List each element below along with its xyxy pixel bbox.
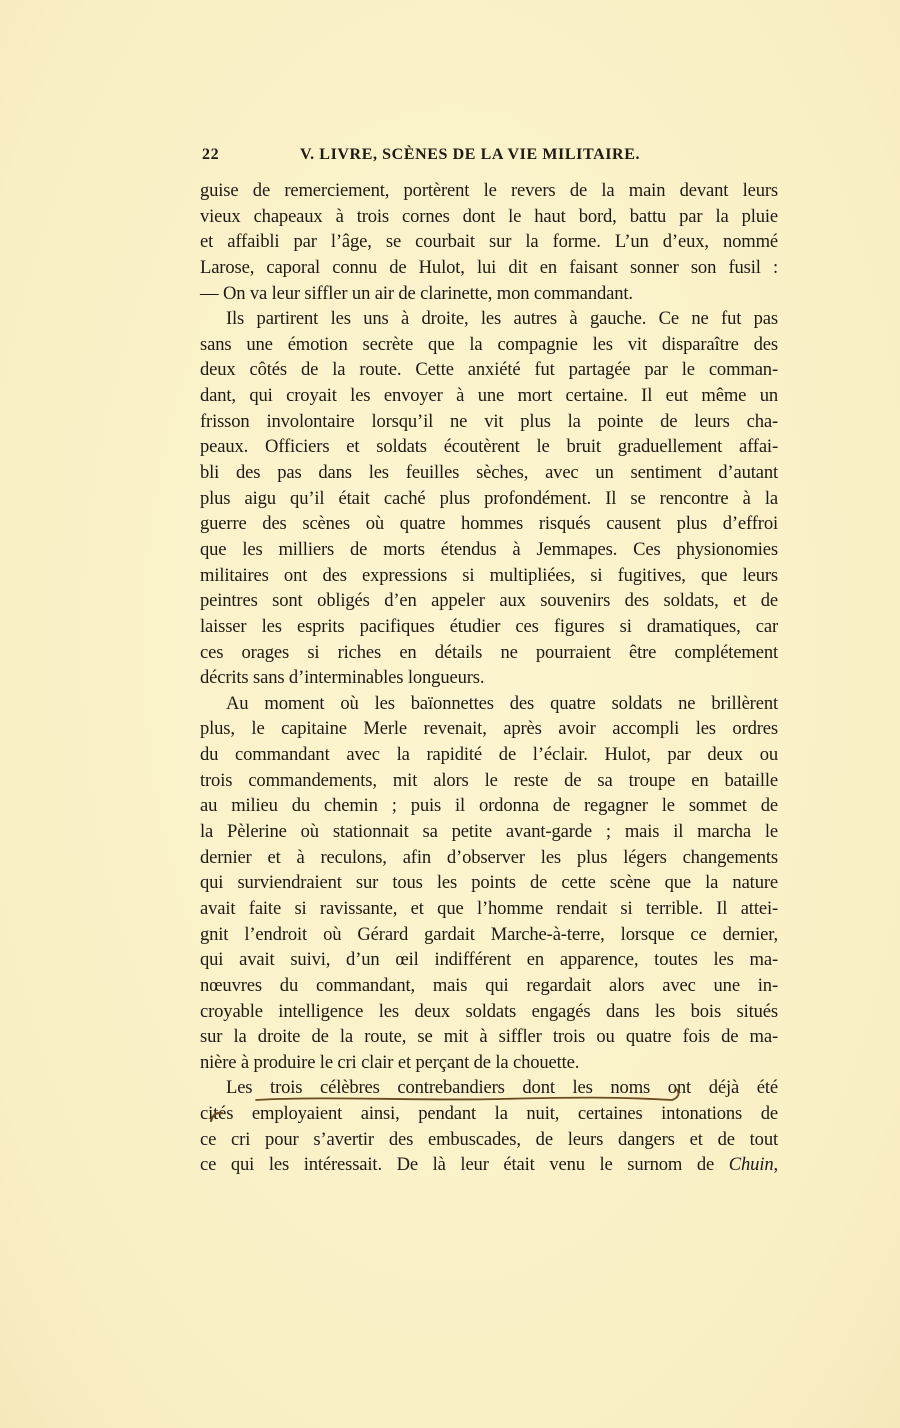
line-text: militaires ont des expressions si multipliées, si fugitives, que leurs bbox=[200, 564, 778, 586]
text-line bbox=[200, 1075, 778, 1101]
body-text bbox=[200, 178, 778, 1178]
text-line bbox=[200, 434, 778, 460]
line-text: nœuvres du commandant, mais qui regardait alors avec une in- bbox=[200, 974, 778, 996]
line-text: Les trois célèbres contrebandiers dont les noms ont déjà été bbox=[226, 1077, 778, 1099]
text-line bbox=[200, 973, 778, 999]
line-text: ces orages si riches en détails ne pourraient être complétement bbox=[200, 641, 778, 663]
text-line bbox=[200, 332, 778, 358]
line-text: dant, qui croyait les envoyer à une mort certaine. Il eut même un bbox=[200, 385, 778, 407]
text-line bbox=[200, 357, 778, 383]
text-line bbox=[200, 947, 778, 973]
page-number: 22 bbox=[202, 146, 220, 163]
line-text: dernier et à reculons, afin d’observer les plus légers changements bbox=[200, 846, 778, 868]
line-text: guise de remerciement, portèrent le revers de la main devant leurs bbox=[200, 180, 778, 201]
text-line bbox=[200, 614, 778, 640]
text-line bbox=[200, 588, 778, 614]
line-text: peintres sont obligés d’en appeler aux souvenirs des soldats, et de bbox=[200, 590, 778, 612]
line-text: ce qui les intéressait. De là leur était venu le surnom de bbox=[200, 1154, 729, 1176]
line-text: sans une émotion secrète que la compagnie les vit disparaître des bbox=[200, 333, 778, 355]
line-text: sur la droite de la route, se mit à siffler trois ou quatre fois de ma- bbox=[200, 1026, 778, 1048]
text-line bbox=[200, 1050, 778, 1076]
italic-word: Chuin bbox=[728, 1154, 774, 1176]
text-line bbox=[200, 922, 778, 948]
text-line bbox=[200, 178, 778, 204]
text-line bbox=[200, 1152, 778, 1178]
running-title: V. LIVRE, SCÈNES DE LA VIE MILITAIRE. bbox=[300, 146, 641, 163]
line-text: guerre des scènes où quatre hommes risqués causent plus d’effroi bbox=[200, 513, 778, 535]
text-line bbox=[200, 229, 778, 255]
text-line bbox=[200, 1024, 778, 1050]
line-text: la Pèlerine où stationnait sa petite avant-garde ; mais il marcha le bbox=[200, 821, 778, 843]
line-text: gnit l’endroit où Gérard gardait Marche-à-terre, lorsque ce dernier, bbox=[200, 923, 778, 945]
line-text: ce cri pour s’avertir des embuscades, de leurs dangers et de tout bbox=[200, 1128, 778, 1150]
text-line bbox=[200, 742, 778, 768]
text-line bbox=[200, 281, 778, 307]
text-line bbox=[200, 640, 778, 666]
line-text: du commandant avec la rapidité de l’éclair. Hulot, par deux ou bbox=[200, 744, 778, 766]
text-line bbox=[200, 845, 778, 871]
line-text: laisser les esprits pacifiques étudier ces figures si dramatiques, car bbox=[200, 615, 778, 637]
text-line bbox=[200, 255, 778, 281]
line-text: au milieu du chemin ; puis il ordonna de regagner le sommet de bbox=[200, 795, 778, 817]
text-line bbox=[200, 716, 778, 742]
text-line bbox=[200, 870, 778, 896]
text-line bbox=[200, 486, 778, 512]
line-text: plus, le capitaine Merle revenait, après avoir accompli les ordres bbox=[200, 718, 778, 740]
line-text: peaux. Officiers et soldats écoutèrent le bruit graduellement affai- bbox=[200, 436, 778, 458]
running-header bbox=[202, 146, 682, 170]
text-line bbox=[200, 409, 778, 435]
line-text: qui avait suivi, d’un œil indifférent en apparence, toutes les ma- bbox=[200, 949, 778, 971]
line-text: bli des pas dans les feuilles sèches, avec un sentiment d’autant bbox=[200, 462, 778, 484]
line-text: décrits sans d’interminables longueurs. bbox=[200, 667, 485, 689]
line-text: avait faite si ravissante, et que l’homme rendait si terrible. Il attei- bbox=[200, 897, 778, 919]
text-line bbox=[200, 691, 778, 717]
line-text: Ils partirent les uns à droite, les autres à gauche. Ce ne fut pas bbox=[226, 308, 778, 330]
line-text: nière à produire le cri clair et perçant de la chouette. bbox=[200, 1051, 580, 1073]
text-line bbox=[200, 1127, 778, 1153]
line-text: vieux chapeaux à trois cornes dont le haut bord, battu par la pluie bbox=[200, 205, 778, 227]
text-line bbox=[200, 1101, 778, 1127]
line-text: que les milliers de morts étendus à Jemmapes. Ces physionomies bbox=[200, 538, 778, 560]
line-text: qui surviendraient sur tous les points de cette scène que la nature bbox=[200, 872, 778, 894]
line-text: Larose, caporal connu de Hulot, lui dit en faisant sonner son fusil : bbox=[200, 256, 778, 278]
text-line bbox=[200, 999, 778, 1025]
line-text: cités employaient ainsi, pendant la nuit, certaines intonations de bbox=[200, 1103, 778, 1125]
line-text: croyable intelligence les deux soldats engagés dans les bois situés bbox=[200, 1000, 778, 1022]
text-line bbox=[200, 460, 778, 486]
punctuation: , bbox=[773, 1154, 778, 1176]
line-text: deux côtés de la route. Cette anxiété fut partagée par le comman- bbox=[200, 359, 778, 381]
text-line bbox=[200, 896, 778, 922]
line-text: plus aigu qu’il était caché plus profondément. Il se rencontre à la bbox=[200, 487, 778, 509]
text-line bbox=[200, 511, 778, 537]
line-text: Au moment où les baïonnettes des quatre soldats ne brillèrent bbox=[226, 692, 778, 714]
line-text: trois commandements, mit alors le reste de sa troupe en bataille bbox=[200, 769, 778, 791]
text-line bbox=[200, 306, 778, 332]
text-line bbox=[200, 204, 778, 230]
line-text: et affaibli par l’âge, se courbait sur la forme. L’un d’eux, nommé bbox=[200, 231, 778, 253]
text-line bbox=[200, 563, 778, 589]
text-line bbox=[200, 537, 778, 563]
line-text: — On va leur siffler un air de clarinette, mon commandant. bbox=[200, 282, 633, 304]
text-line bbox=[200, 819, 778, 845]
text-line bbox=[200, 665, 778, 691]
line-text: frisson involontaire lorsqu’il ne vit plus la pointe de leurs cha- bbox=[200, 410, 778, 432]
text-line bbox=[200, 793, 778, 819]
text-line bbox=[200, 383, 778, 409]
text-line bbox=[200, 768, 778, 794]
